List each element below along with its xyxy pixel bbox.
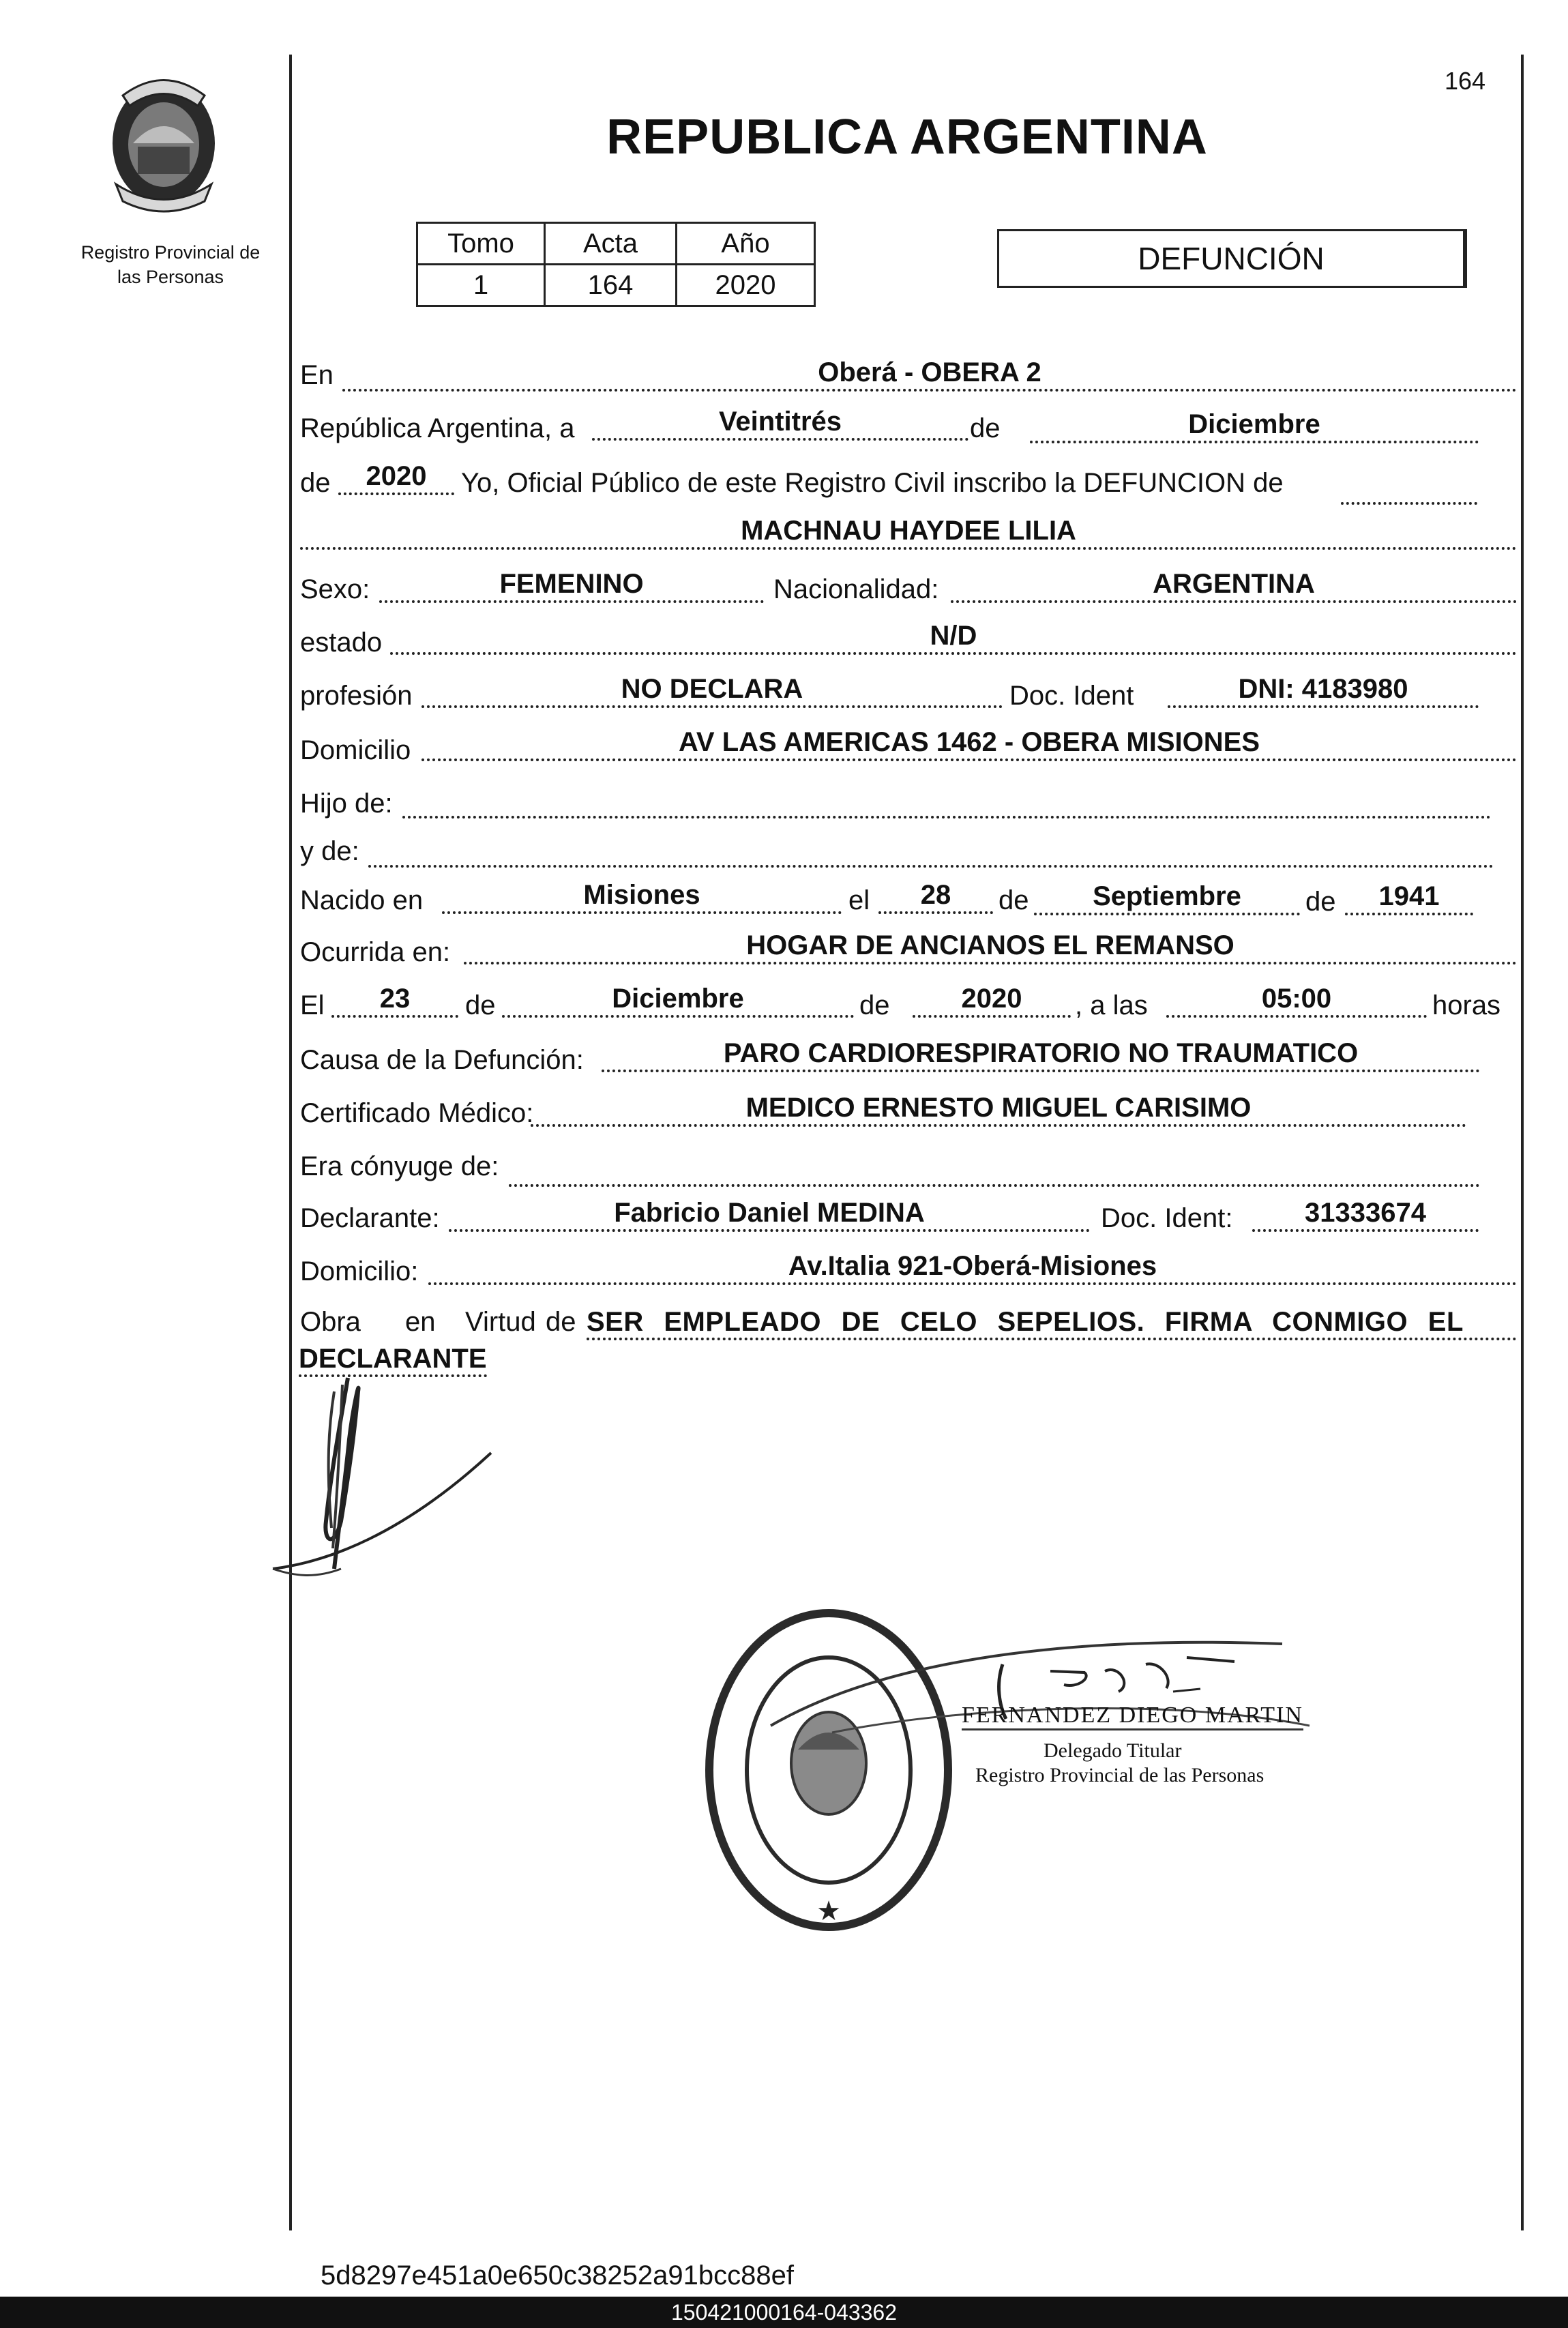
sexo-label: Sexo: <box>300 574 370 604</box>
page-number: 164 <box>1445 67 1486 95</box>
y-de-label: y de: <box>300 836 359 866</box>
death-month-value: Diciembre <box>502 984 854 1018</box>
estado-value: N/D <box>390 621 1517 655</box>
deceased-name-value: MACHNAU HAYDEE LILIA <box>300 516 1517 550</box>
table-header-anio: Año <box>677 223 815 265</box>
year-value: 2020 <box>338 461 454 495</box>
official-name: FERNANDEZ DIEGO MARTIN <box>962 1703 1303 1730</box>
tomo-acta-anio-table <box>416 222 816 307</box>
table-value-acta: 164 <box>545 265 677 306</box>
official-signature <box>764 1623 1323 1753</box>
el-label: el <box>848 885 870 915</box>
domicilio2-label: Domicilio: <box>300 1256 419 1286</box>
ocurrida-value: HOGAR DE ANCIANOS EL REMANSO <box>464 930 1517 964</box>
nacido-en-value: Misiones <box>442 880 842 914</box>
en-value: Oberá - OBERA 2 <box>342 357 1517 392</box>
oficial-text: Yo, Oficial Público de este Registro Civil inscribo la DEFUNCION de <box>461 468 1284 498</box>
causa-value: PARO CARDIORESPIRATORIO NO TRAUMATICO <box>602 1038 1480 1072</box>
doc-ident-value: DNI: 4183980 <box>1168 674 1479 708</box>
causa-label: Causa de la Defunción: <box>300 1045 584 1075</box>
domicilio2-value: Av.Italia 921-Oberá-Misiones <box>428 1251 1517 1285</box>
hijo-value <box>402 784 1491 819</box>
declarante-value: Fabricio Daniel MEDINA <box>449 1198 1090 1232</box>
republica-label: República Argentina, a <box>300 413 575 443</box>
certificado-label: Certificado Médico: <box>300 1098 534 1128</box>
record-type-box: DEFUNCIÓN <box>997 229 1467 288</box>
provincial-crest-logo <box>95 68 232 218</box>
de-label-6: de <box>859 990 890 1020</box>
doc-ident2-label: Doc. Ident: <box>1101 1203 1233 1233</box>
de-label-4: de <box>1305 887 1336 917</box>
document-title: REPUBLICA ARGENTINA <box>606 110 1208 164</box>
obra-word-3: Virtud <box>465 1307 536 1337</box>
oficial-trailing-fill <box>1341 471 1477 505</box>
domicilio-value: AV LAS AMERICAS 1462 - OBERA MISIONES <box>421 727 1517 761</box>
domicilio-label: Domicilio <box>300 735 411 765</box>
declarante-label: Declarante: <box>300 1203 440 1233</box>
obra-word-4: de <box>546 1307 576 1337</box>
obra-value-line1: SER EMPLEADO DE CELO SEPELIOS. FIRMA CONMIGO EL <box>587 1307 1517 1340</box>
obra-word-2: en <box>405 1307 436 1337</box>
nacionalidad-value: ARGENTINA <box>951 569 1517 603</box>
certificado-value: MEDICO ERNESTO MIGUEL CARISIMO <box>531 1093 1466 1127</box>
profesion-label: profesión <box>300 681 413 711</box>
doc-ident2-value: 31333674 <box>1252 1198 1479 1232</box>
doc-ident-label: Doc. Ident <box>1009 681 1134 711</box>
ocurrida-label: Ocurrida en: <box>300 937 451 967</box>
month-value: Diciembre <box>1030 409 1479 443</box>
right-margin-line <box>1521 55 1524 2230</box>
sexo-value: FEMENINO <box>379 569 764 603</box>
nacionalidad-label: Nacionalidad: <box>773 574 939 604</box>
table-value-anio: 2020 <box>677 265 815 306</box>
declarant-signature <box>266 1364 512 1610</box>
a-las-label: , a las <box>1075 990 1148 1020</box>
obra-word-1: Obra <box>300 1307 361 1337</box>
conyuge-value <box>509 1153 1480 1187</box>
birth-day-value: 28 <box>878 880 993 914</box>
profesion-value: NO DECLARA <box>421 674 1003 708</box>
nacido-label: Nacido en <box>300 885 424 915</box>
official-role: Delegado Titular <box>1044 1739 1182 1762</box>
el-label-2: El <box>300 990 325 1020</box>
day-words-value: Veintitrés <box>592 407 968 441</box>
birth-month-value: Septiembre <box>1034 881 1300 915</box>
death-time-value: 05:00 <box>1166 984 1427 1018</box>
y-de-value <box>368 834 1494 868</box>
de-label-5: de <box>465 990 496 1020</box>
de-label-2: de <box>300 468 331 498</box>
obra-value-line2: DECLARANTE <box>299 1344 487 1377</box>
registry-label: Registro Provincial de las Personas <box>80 242 261 287</box>
table-value-tomo: 1 <box>417 265 545 306</box>
death-day-value: 23 <box>331 984 458 1018</box>
svg-text:★: ★ <box>816 1896 841 1927</box>
estado-label: estado <box>300 628 383 658</box>
hijo-label: Hijo de: <box>300 789 393 819</box>
de-label-1: de <box>970 413 1001 443</box>
en-label: En <box>300 360 334 390</box>
table-header-tomo: Tomo <box>417 223 545 265</box>
death-year-value: 2020 <box>913 984 1071 1018</box>
table-header-acta: Acta <box>545 223 677 265</box>
footer-code-bar: 150421000164-043362 <box>0 2297 1568 2328</box>
conyuge-label: Era cónyuge de: <box>300 1151 499 1181</box>
birth-year-value: 1941 <box>1345 881 1473 915</box>
left-margin-line <box>289 55 292 2230</box>
horas-label: horas <box>1432 990 1501 1020</box>
de-label-3: de <box>999 885 1029 915</box>
document-hash: 5d8297e451a0e650c38252a91bcc88ef <box>321 2260 795 2290</box>
official-org: Registro Provincial de las Personas <box>975 1764 1264 1786</box>
